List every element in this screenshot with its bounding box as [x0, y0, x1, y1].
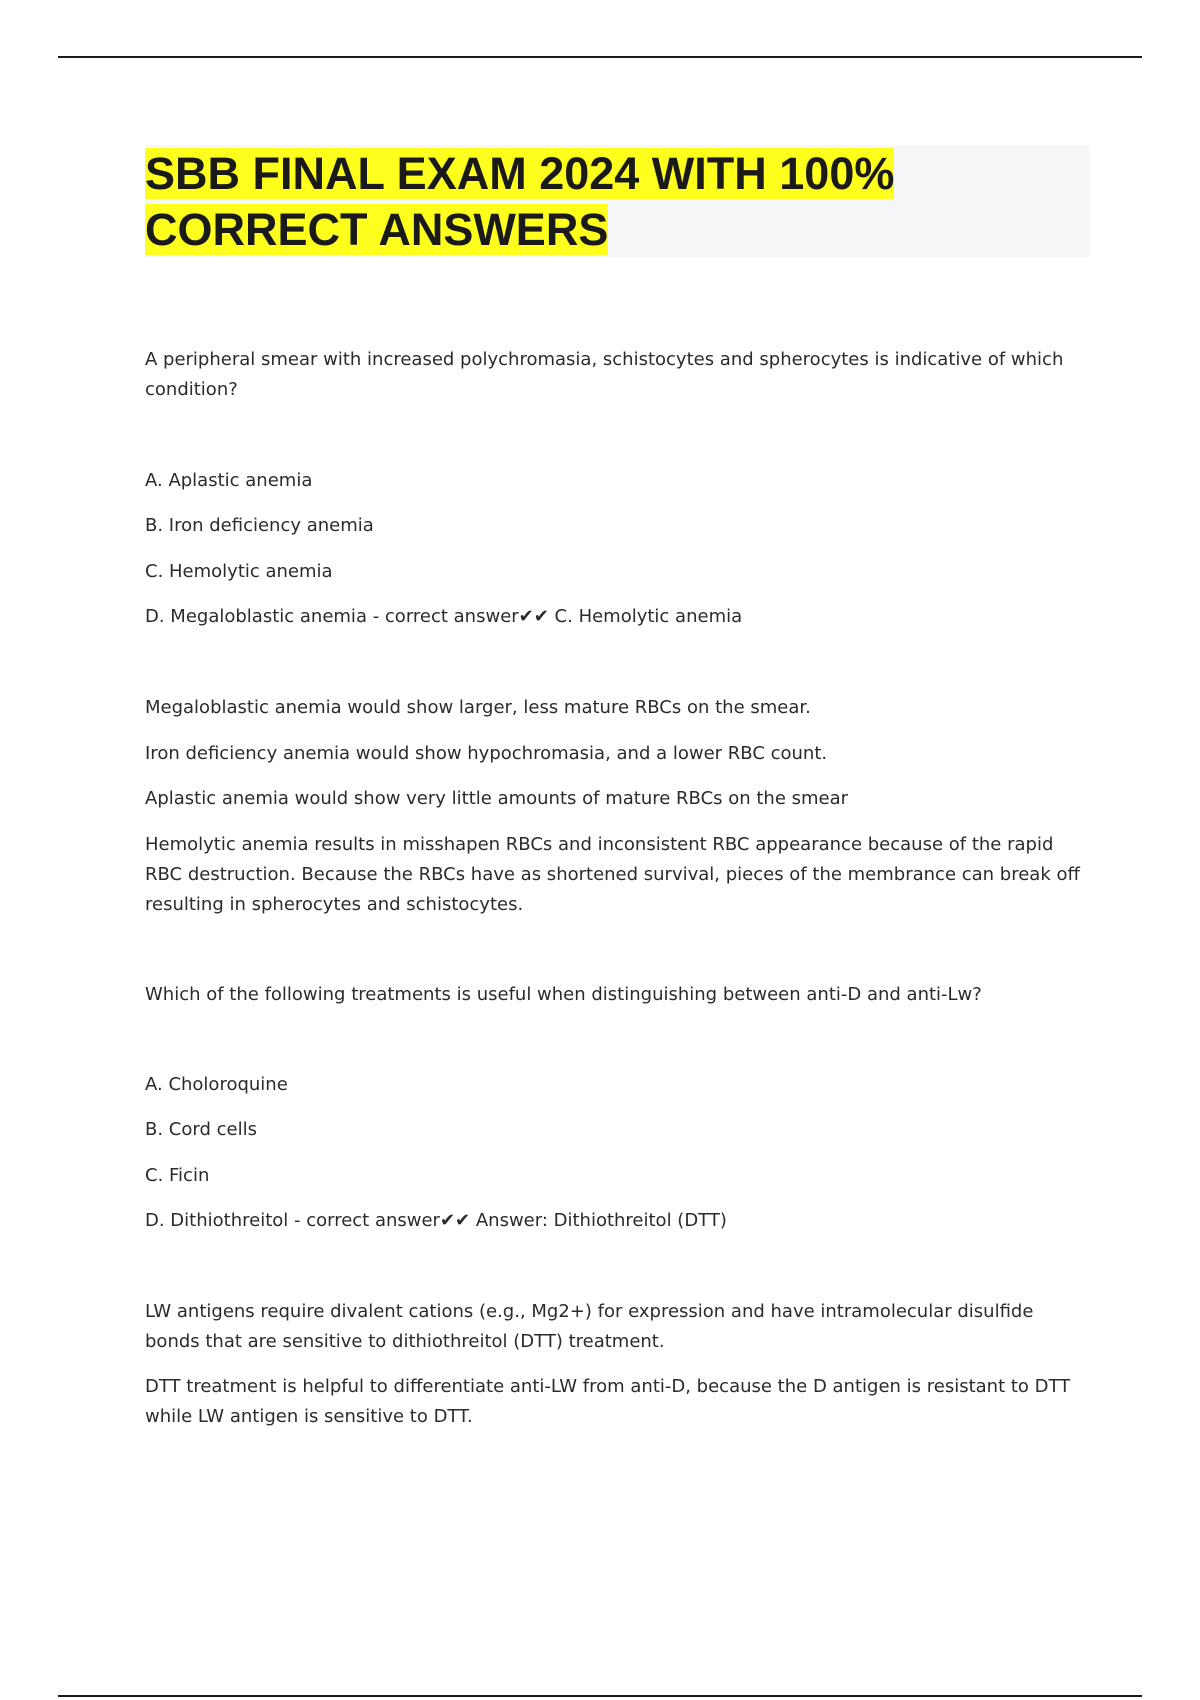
question-2-option-b: [145, 1115, 1090, 1145]
document-title-text: SBB FINAL EXAM 2024 WITH 100% CORRECT ANSWERS: [145, 148, 895, 255]
question-2-prompt: [145, 980, 1090, 1010]
question-1-explanation-4-text: Hemolytic anemia results in misshapen RBCs and inconsistent RBC appearance because of the rapid RBC destruction. Because the RBCs have as shortened survival, pieces of the membrance can break off resulting in spherocytes and schistocytes.: [145, 834, 1080, 915]
question-2-explanation-1-text: LW antigens require divalent cations (e.g., Mg2+) for expression and have intramolecular disulfide bonds that are sensitive to dithiothreitol (DTT) treatment.: [145, 1301, 1034, 1352]
question-1-option-b-text: B. Iron deficiency anemia: [145, 515, 374, 536]
question-2-explanation-1: [145, 1297, 1090, 1357]
bottom-rule: [58, 1695, 1142, 1697]
question-1-explanation-3-text: Aplastic anemia would show very little amounts of mature RBCs on the smear: [145, 788, 849, 809]
question-2-option-a: [145, 1070, 1090, 1100]
question-1-explanation-1-text: Megaloblastic anemia would show larger, less mature RBCs on the smear.: [145, 697, 811, 718]
question-1-option-b: [145, 511, 1090, 541]
question-1-prompt-text: A peripheral smear with increased polychromasia, schistocytes and spherocytes is indicative of which condition?: [145, 349, 1064, 400]
question-2-option-d-answer: [145, 1206, 1090, 1236]
question-1-option-d-text: D. Megaloblastic anemia - correct answer✔✔ C. Hemolytic anemia: [145, 606, 743, 627]
document-title: [145, 146, 1045, 258]
top-rule: [58, 56, 1142, 58]
question-1-explanation-3: [145, 784, 1090, 814]
question-2-explanation-2: [145, 1372, 1090, 1432]
question-2-option-c: [145, 1161, 1090, 1191]
question-1-option-a: [145, 466, 1090, 496]
question-2-option-a-text: A. Choloroquine: [145, 1074, 288, 1095]
question-1-explanation-2: [145, 739, 1090, 769]
question-1-explanation-2-text: Iron deficiency anemia would show hypochromasia, and a lower RBC count.: [145, 743, 828, 764]
question-1-option-c-text: C. Hemolytic anemia: [145, 561, 333, 582]
question-2-option-c-text: C. Ficin: [145, 1165, 210, 1186]
question-1-explanation-1: [145, 693, 1090, 723]
question-2-option-b-text: B. Cord cells: [145, 1119, 257, 1140]
question-1-option-a-text: A. Aplastic anemia: [145, 470, 313, 491]
question-2-prompt-text: Which of the following treatments is useful when distinguishing between anti-D and anti-Lw?: [145, 984, 982, 1005]
question-1-option-d-answer: [145, 602, 1090, 632]
question-2-option-d-text: D. Dithiothreitol - correct answer✔✔ Answer: Dithiothreitol (DTT): [145, 1210, 727, 1231]
question-2-explanation-2-text: DTT treatment is helpful to differentiate anti-LW from anti-D, because the D antigen is resistant to DTT while LW antigen is sensitive to DTT.: [145, 1376, 1071, 1427]
question-1-prompt: [145, 345, 1090, 405]
question-1-explanation-4: [145, 830, 1090, 920]
question-1-option-c: [145, 557, 1090, 587]
